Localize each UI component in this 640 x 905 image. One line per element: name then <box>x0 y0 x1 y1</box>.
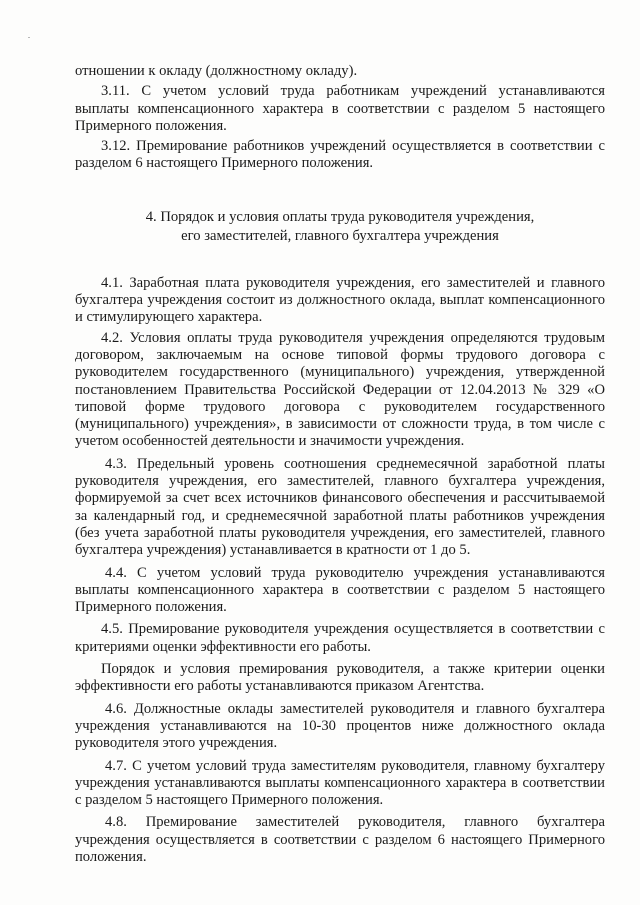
paragraph-4-5-order: Порядок и условия премирования руководителя, а также критерии оценки эффективности его работы устанавливаются приказом Агентства. <box>75 661 605 695</box>
paragraph-4-2: 4.2. Условия оплаты труда руководителя учреждения определяются трудовым договором, заключаемым на основе типовой формы трудового договора с руководителем государственного (муниципального) учреждения, утвержденной постановлением Правительства Российской Федерации от 12.04.2013 № 329 «О типовой форме трудового договора с руководителем государственного (муниципального) учреждения», в зависимости от сложности труда, в том числе с учетом особенностей деятельности и значимости учреждения. <box>75 329 605 450</box>
paragraph-4-6: 4.6. Должностные оклады заместителей руководителя и главного бухгалтера учреждения устанавливаются на 10-30 процентов ниже должностного оклада руководителя этого учреждения. <box>75 700 605 752</box>
document-body <box>75 63 605 866</box>
paragraph-continuation: отношении к окладу (должностному окладу). <box>75 63 358 79</box>
paragraph-4-8: 4.8. Премирование заместителей руководителя, главного бухгалтера учреждения осуществляется в соответствии с разделом 6 настоящего Примерного положения. <box>75 814 605 865</box>
scan-speck <box>28 37 30 38</box>
paragraph-4-4: 4.4. С учетом условий труда руководителю учреждения устанавливаются выплаты компенсационного характера в соответствии с разделом 5 настоящего Примерного положения. <box>75 564 605 616</box>
section-4-heading-line2: его заместителей, главного бухгалтера учреждения <box>181 227 499 244</box>
paragraph-4-5: 4.5. Премирование руководителя учреждения осуществляется в соответствии с критериями оценки эффективности его работы. <box>75 621 605 655</box>
paragraph-3-11: 3.11. С учетом условий труда работникам учреждений устанавливаются выплаты компенсационного характера в соответствии с разделом 5 настоящего Примерного положения. <box>75 83 605 134</box>
paragraph-4-1: 4.1. Заработная плата руководителя учреждения, его заместителей и главного бухгалтера учреждения состоит из должностного оклада, выплат компенсационного и стимулирующего характера. <box>75 274 605 326</box>
paragraph-4-3: 4.3. Предельный уровень соотношения среднемесячной заработной платы руководителя учреждения, его заместителей, главного бухгалтера учреждения, формируемой за счет всех источников финансового обеспечения и рассчитываемой за календарный год, и среднемесячной заработной платы работников учреждения (без учета заработной платы руководителя учреждения, его заместителей, главного бухгалтера учреждения) устанавливается в кратности от 1 до 5. <box>75 455 605 559</box>
section-4-heading-line1: 4. Порядок и условия оплаты труда руководителя учреждения, <box>145 208 535 225</box>
paragraph-3-12: 3.12. Премирование работников учреждений осуществляется в соответствии с разделом 6 настоящего Примерного положения. <box>75 138 605 172</box>
paragraph-4-7: 4.7. С учетом условий труда заместителям руководителя, главному бухгалтеру учреждения устанавливаются выплаты компенсационного характера в соответствии с разделом 5 настоящего Примерного положения. <box>75 757 605 809</box>
section-4-heading <box>75 208 605 246</box>
